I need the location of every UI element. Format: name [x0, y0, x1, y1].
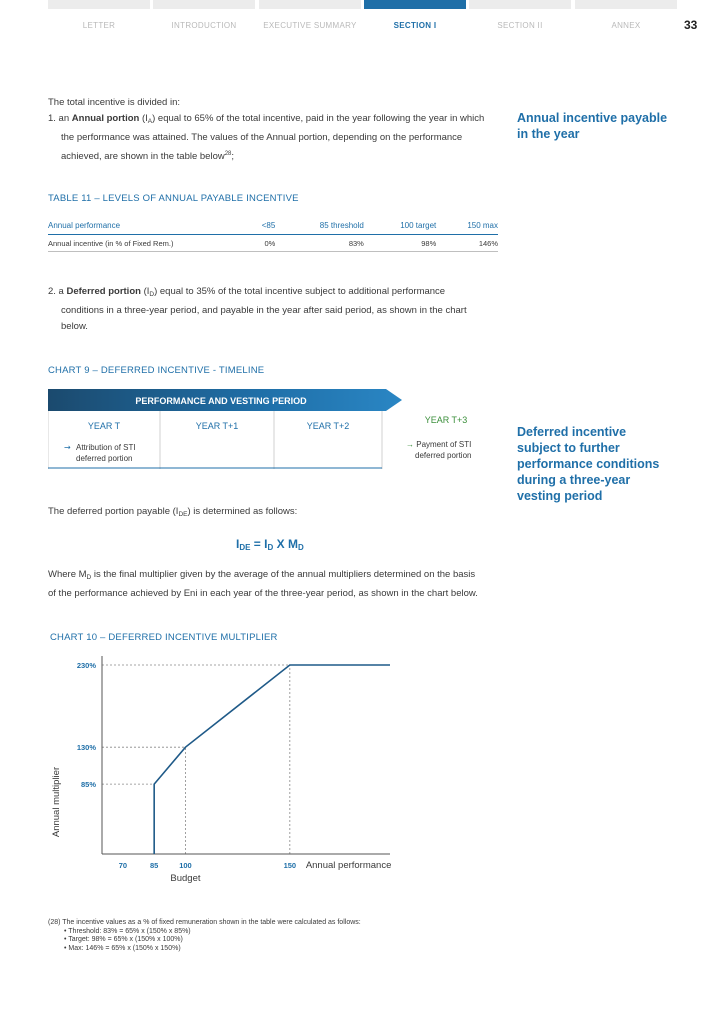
table-header: Annual performance — [48, 218, 248, 235]
x-tick-label: 85 — [150, 861, 159, 870]
table-header: <85 — [248, 218, 275, 235]
footnote-line: (28) The incentive values as a % of fixed remuneration shown in the table were calculated as follows: — [48, 919, 361, 926]
attribution-note: deferred portion — [76, 454, 133, 463]
table-row — [48, 235, 498, 252]
item-2: 2. a Deferred portion $(I_D)$ equal to 35% of the total incentive subject to additional performance conditions in a three-year period, and payable in the year after said period, as shown in the chart below. — [48, 286, 467, 332]
y-axis-title: Annual multiplier — [51, 766, 62, 838]
footnote-line: • Threshold: 83% = 65% x (150% x 85%) — [64, 927, 191, 935]
x-tick-label: 70 — [118, 861, 128, 870]
year-t2-label: YEAR T+2 — [306, 421, 350, 431]
y-tick-label: 85% — [80, 780, 96, 790]
multiplier-text: Where $M_D$ is the final multiplier given by the average of the annual multipliers determined on the basis of the performance achieved by Eni in each year of the three-year period, as shown in the chart below. — [48, 569, 478, 599]
arrow-right-icon: → — [406, 440, 414, 449]
x-axis-title: Annual performance — [305, 860, 392, 871]
tab-label: LETTER — [82, 21, 116, 30]
year-t3-column — [402, 415, 490, 461]
item-1: 1. an Annual portion $(I_A)$ equal to 65% of the total incentive, paid in the year following the year in which the performance was attained. The values of the Annual portion, depending on the performance achieved, are shown in the table below$^{28}$; — [48, 113, 485, 163]
footnote-line: • Max: 146% = 65% x (150% x 150%) — [64, 944, 181, 952]
section-nav — [48, 0, 680, 34]
arrow-right-icon: → — [64, 443, 71, 452]
page-number: 33 — [684, 18, 698, 32]
attribution-note: Attribution of STI — [76, 443, 136, 452]
annual-incentive-table — [48, 218, 498, 252]
deferred-timeline — [48, 389, 402, 473]
deferred-formula-intro: The deferred portion payable $(I_{DE})$ is determined as follows: — [48, 506, 298, 518]
year-t1-label: YEAR T+1 — [195, 421, 239, 431]
y-tick-label: 230% — [76, 661, 96, 670]
y-tick-label: 130% — [76, 743, 96, 753]
table-header: 150 max — [436, 218, 498, 235]
table-header: 85 threshold — [275, 218, 364, 235]
tab-section-ii[interactable] — [469, 0, 571, 34]
year-t3-label: YEAR T+3 — [424, 415, 468, 425]
intro-text: The total incentive is divided in: — [48, 97, 181, 108]
tab-label: ANNEX — [611, 21, 641, 30]
x-tick-label: 100 — [179, 861, 192, 870]
table-cell: 0% — [248, 235, 275, 252]
chart-10-caption: CHART 10 – DEFERRED INCENTIVE MULTIPLIER — [50, 632, 278, 643]
table-cell: Annual incentive (in % of Fixed Rem.) — [48, 235, 248, 252]
table-header: 100 target — [364, 218, 436, 235]
tab-letter[interactable] — [48, 0, 150, 34]
tab-section-i[interactable] — [364, 0, 466, 34]
tab-label: INTRODUCTION — [171, 21, 237, 30]
table-11-caption: TABLE 11 – LEVELS OF ANNUAL PAYABLE INCENTIVE — [48, 193, 299, 204]
x-tick-label: 150 — [283, 861, 297, 870]
footnote — [48, 919, 361, 953]
tab-annex[interactable] — [575, 0, 677, 34]
payment-note: → Payment of STI deferred portion — [406, 440, 472, 460]
table-header-row — [48, 218, 498, 235]
table-cell: 83% — [275, 235, 364, 252]
deferred-formula: $I_{DE} = I_D$ X $M_D$ — [236, 537, 304, 552]
tab-executive-summary[interactable] — [259, 0, 361, 34]
tab-label: SECTION I — [393, 21, 437, 30]
footnote-line: • Target: 98% = 65% x (150% x 100%) — [64, 936, 183, 943]
chart-9-caption: CHART 9 – DEFERRED INCENTIVE - TIMELINE — [48, 365, 265, 376]
tab-label: SECTION II — [497, 21, 543, 30]
side-note-deferred: Deferred incentive subject to further performance conditions during a three-year vesting period — [517, 425, 660, 503]
tab-introduction[interactable] — [153, 0, 255, 34]
side-note-annual: Annual incentive payable in the year — [517, 111, 668, 141]
table-cell: 146% — [436, 235, 498, 252]
multiplier-chart — [0, 648, 720, 918]
year-t-label: YEAR T — [87, 421, 121, 431]
multiplier-line — [154, 665, 390, 854]
x-axis-secondary-title: Budget — [170, 873, 201, 884]
period-label: PERFORMANCE AND VESTING PERIOD — [135, 396, 307, 406]
table-cell: 98% — [364, 235, 436, 252]
tab-label: EXECUTIVE SUMMARY — [263, 21, 357, 30]
